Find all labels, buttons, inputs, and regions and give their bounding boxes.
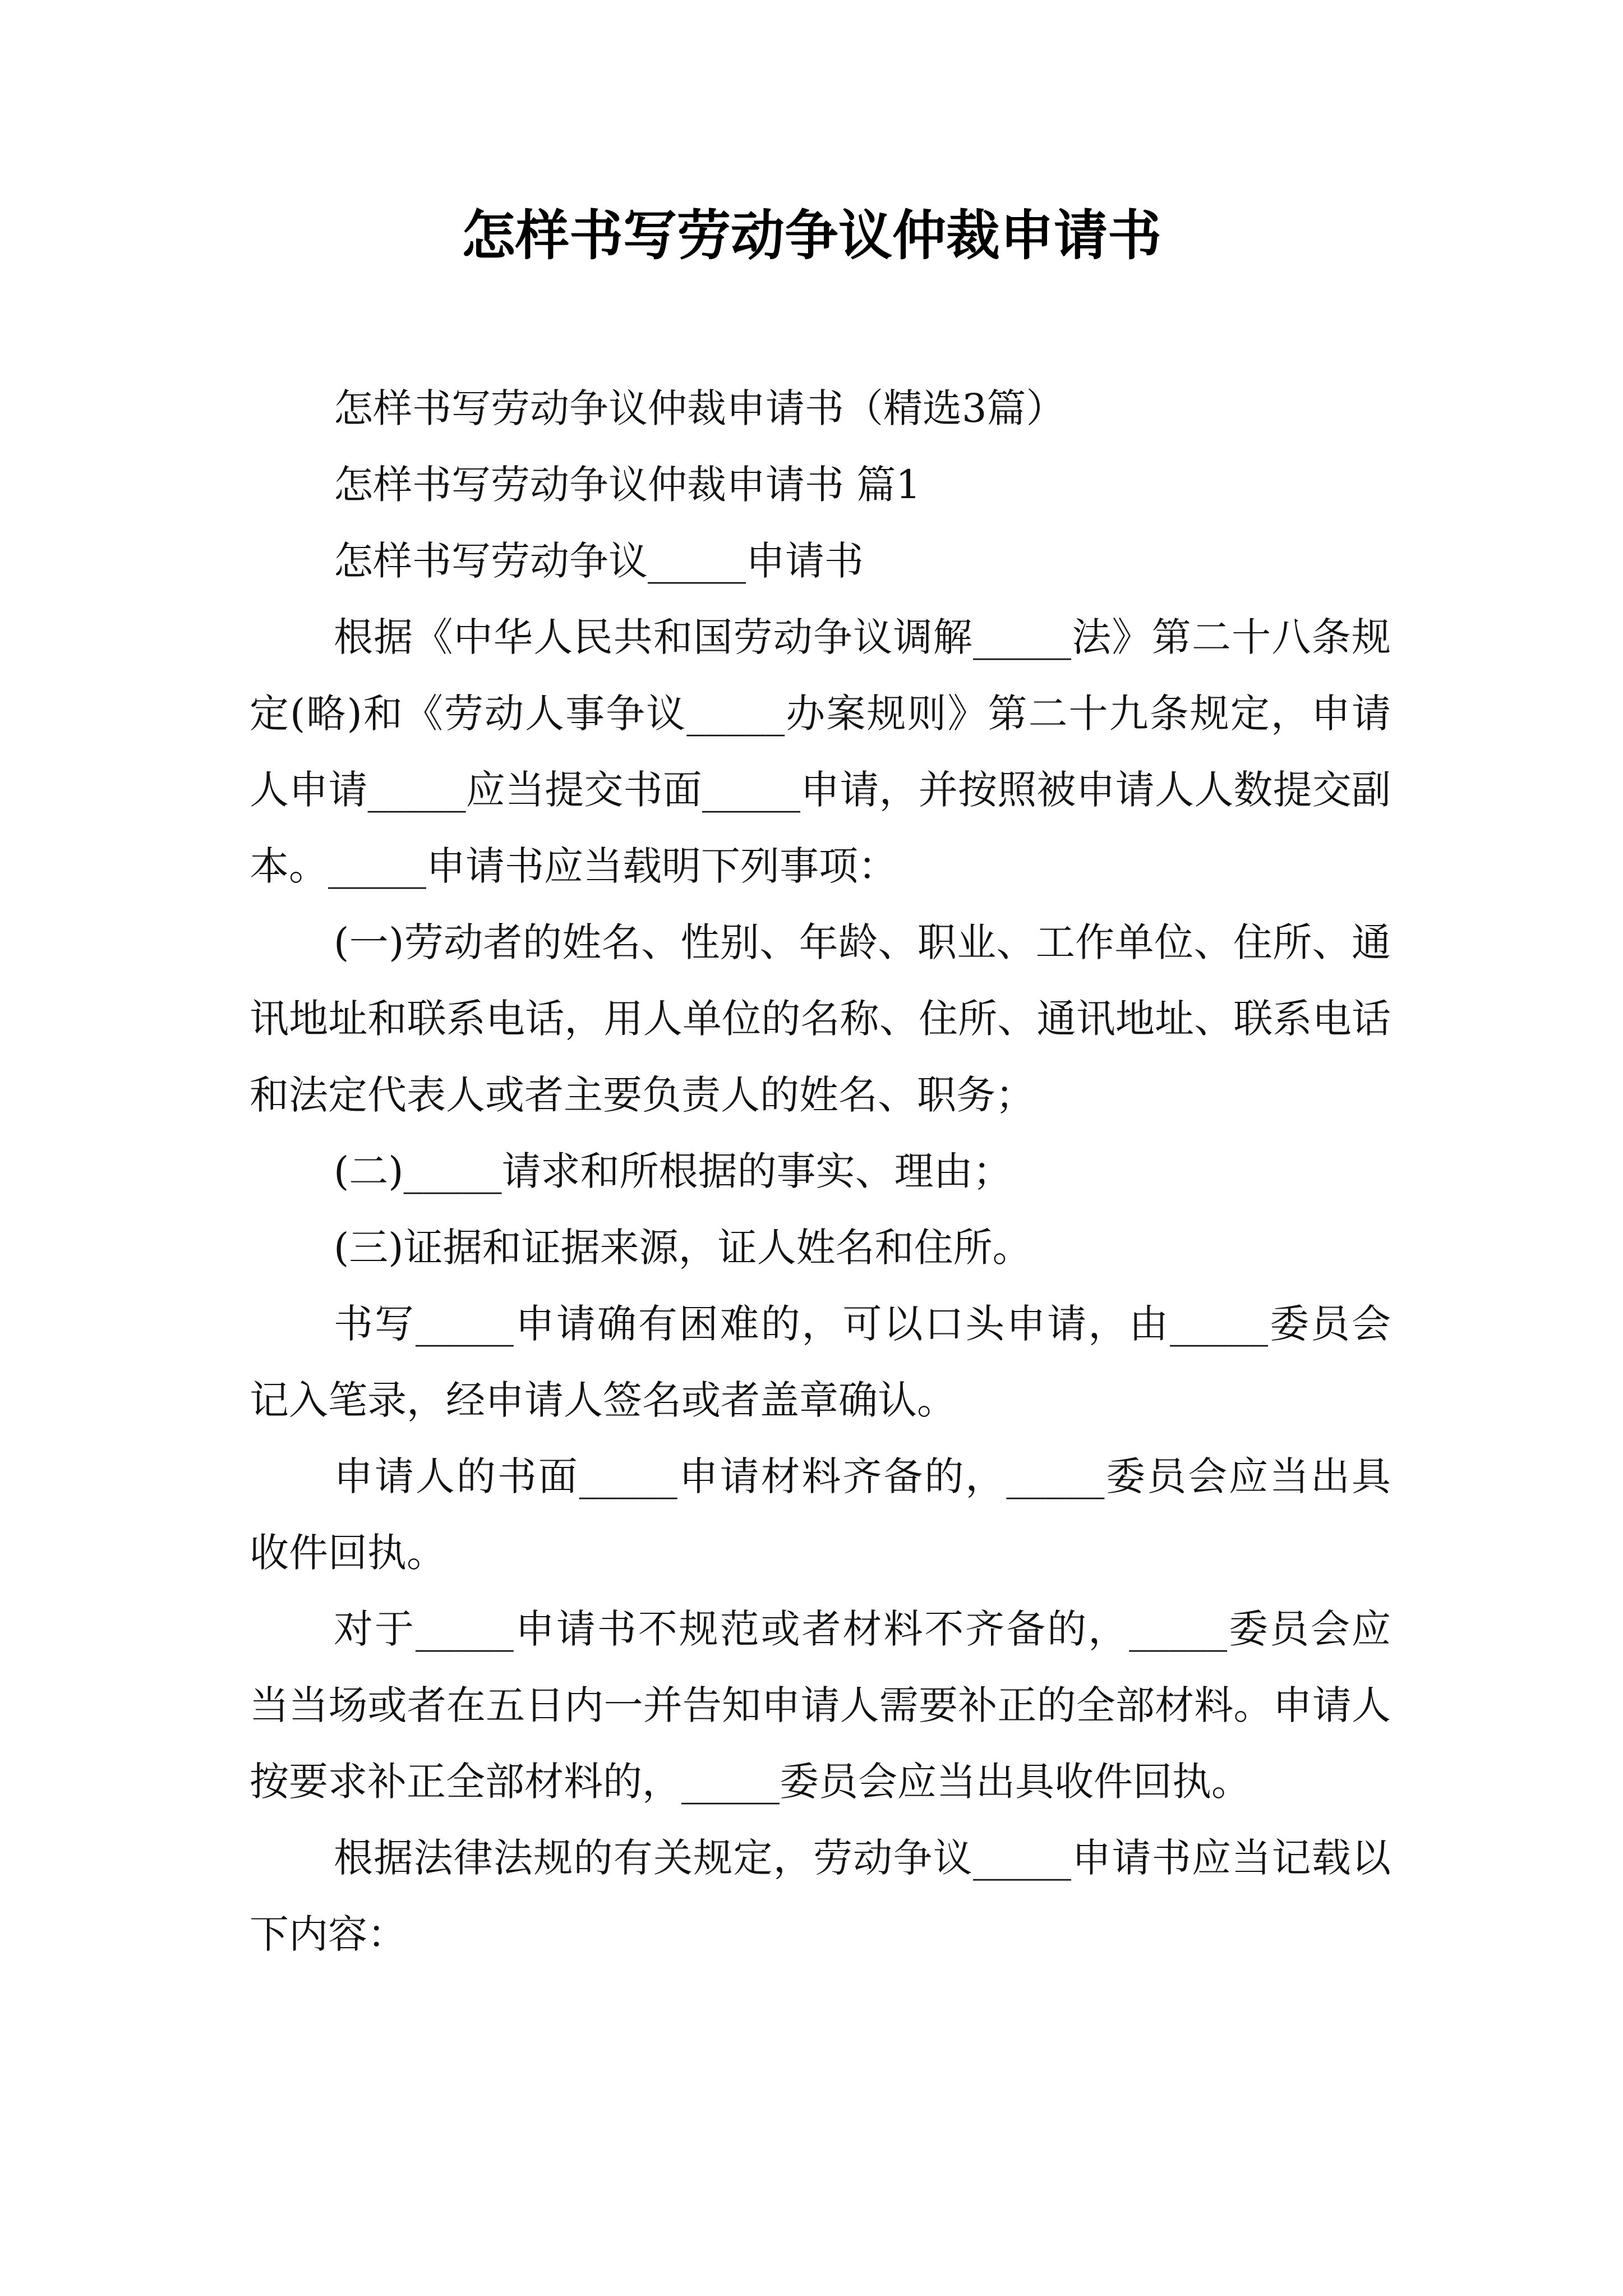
paragraph-heading: 怎样书写劳动争议_____申请书 bbox=[334, 538, 864, 584]
paragraph-required-contents: 根据法律法规的有关规定，劳动争议_____申请书应当记载以下内容： bbox=[250, 1835, 1391, 1957]
document-body bbox=[250, 370, 1391, 1972]
paragraph-item-2: (二)_____请求和所根据的事实、理由； bbox=[334, 1148, 1012, 1194]
paragraph-subtitle: 怎样书写劳动争议仲裁申请书（精选3篇） bbox=[334, 385, 1066, 431]
paragraph-incomplete-materials: 对于_____申请书不规范或者材料不齐备的，_____委员会应当当场或者在五日内一并告知申请人需要补正的全部材料。申请人按要求补正全部材料的，_____委员会应当出具收件回执。 bbox=[250, 1606, 1391, 1805]
paragraph-legal-basis: 根据《中华人民共和国劳动争议调解_____法》第二十八条规定(略)和《劳动人事争议_____办案规则》第二十九条规定，申请人申请_____应当提交书面_____申请，并按照被申请人人数提交副本。_____申请书应当载明下列事项： bbox=[250, 614, 1391, 889]
document-title: 怎样书写劳动争议仲裁申请书 bbox=[462, 204, 1161, 267]
paragraph-oral-application: 书写_____申请确有困难的，可以口头申请，由_____委员会记入笔录，经申请人签名或者盖章确认。 bbox=[250, 1301, 1391, 1423]
paragraph-section-heading: 怎样书写劳动争议仲裁申请书 篇1 bbox=[334, 462, 921, 508]
paragraph-item-3: (三)证据和证据来源，证人姓名和住所。 bbox=[334, 1225, 1032, 1271]
paragraph-receipt: 申请人的书面_____申请材料齐备的，_____委员会应当出具收件回执。 bbox=[250, 1453, 1391, 1576]
paragraph-item-1: (一)劳动者的姓名、性别、年龄、职业、工作单位、住所、通讯地址和联系电话，用人单位的名称、住所、通讯地址、联系电话和法定代表人或者主要负责人的姓名、职务； bbox=[250, 919, 1391, 1118]
